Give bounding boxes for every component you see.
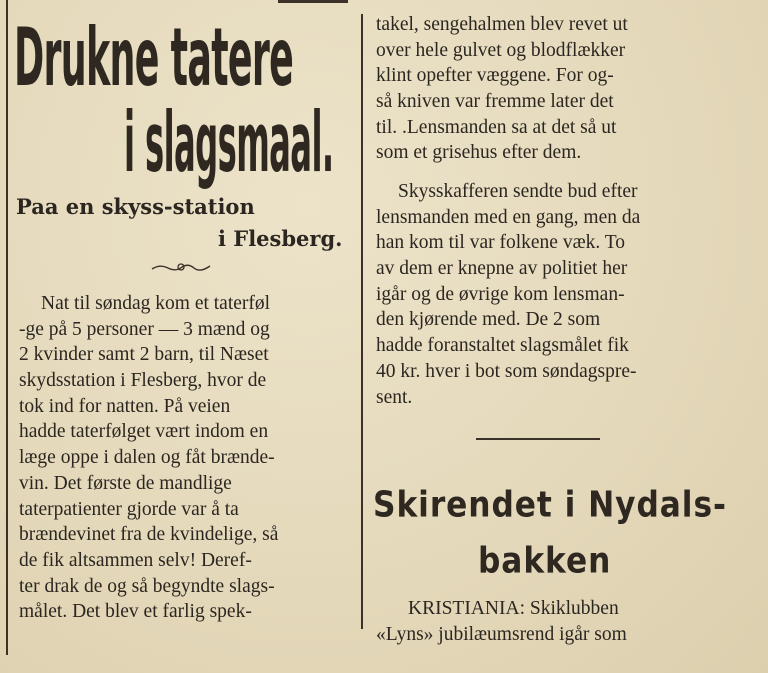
article1-headline-line1: Drukne tatere [14, 12, 294, 105]
body-line: 40 kr. hver i bot som søndagspre- [376, 360, 637, 382]
body-line: hadde foranstaltet slagsmålet fik [376, 335, 629, 357]
left-column-edge [6, 0, 8, 655]
body-line: lensmanden med en gang, men da [376, 206, 641, 228]
body-line: 2 kvinder samt 2 barn, til Næset [19, 344, 269, 366]
body-line: læge oppe i dalen og fåt brænde- [19, 447, 275, 469]
body-line: -ge på 5 personer — 3 mænd og [19, 318, 270, 340]
body-line: igår og de øvrige kom lensman- [376, 283, 625, 305]
body-line: hadde taterfølget vært indom en [19, 421, 269, 443]
body-line: ter drak de og så begyndte slags- [19, 575, 275, 597]
body-line: til. .Lensmanden sa at det så ut [376, 116, 617, 138]
article1-body-right-p2 [376, 179, 716, 410]
body-line: han kom til var folkene væk. To [376, 232, 626, 254]
ornament-divider-icon [150, 258, 212, 276]
body-line: tok ind for natten. På veien [19, 395, 231, 417]
article1-body-right-p1 [376, 12, 716, 166]
body-line: Skysskafferen sendte bud efter [398, 181, 638, 202]
body-line: som et grisehus efter dem. [376, 142, 582, 164]
article-separator-rule [476, 438, 600, 440]
column-rule [361, 14, 363, 629]
top-rule [278, 0, 348, 3]
body-line: over hele gulvet og blodflækker [376, 39, 626, 61]
body-line: av dem er knepne av politiet her [376, 258, 628, 280]
body-line: skydsstation i Flesberg, hvor de [19, 370, 267, 392]
body-line: KRISTIANIA: Skiklubben [408, 598, 619, 619]
article2-headline-line1: Skirendet i Nydals- [373, 484, 727, 526]
article1-body-left [19, 291, 349, 625]
article2-body [376, 596, 713, 647]
body-line: brændevinet fra de kvindelige, så [19, 524, 279, 546]
body-line: takel, sengehalmen blev revet ut [376, 14, 628, 35]
article1-headline-line2: i slagsmaal. [124, 96, 334, 192]
body-line: vin. Det første de mandlige [19, 472, 232, 494]
body-line: klint opefter væggene. For og- [376, 65, 614, 87]
body-line: den kjørende med. De 2 som [376, 309, 601, 331]
body-line: taterpatienter gjorde var å ta [19, 498, 239, 520]
body-line: Nat til søndag kom et taterføl [41, 293, 271, 314]
body-line: «Lyns» jubilæumsrend igår som [376, 623, 627, 645]
article2-headline-line2: bakken [478, 540, 612, 582]
article1-subhead-line2: i Flesberg. [218, 226, 343, 251]
body-line: de fik altsammen selv! Deref- [19, 549, 252, 571]
body-line: målet. Det blev et farlig spek- [19, 601, 252, 623]
body-line: sent. [376, 386, 413, 408]
article1-subhead-line1: Paa en skyss-station [16, 194, 255, 219]
body-line: så kniven var fremme later det [376, 91, 614, 113]
